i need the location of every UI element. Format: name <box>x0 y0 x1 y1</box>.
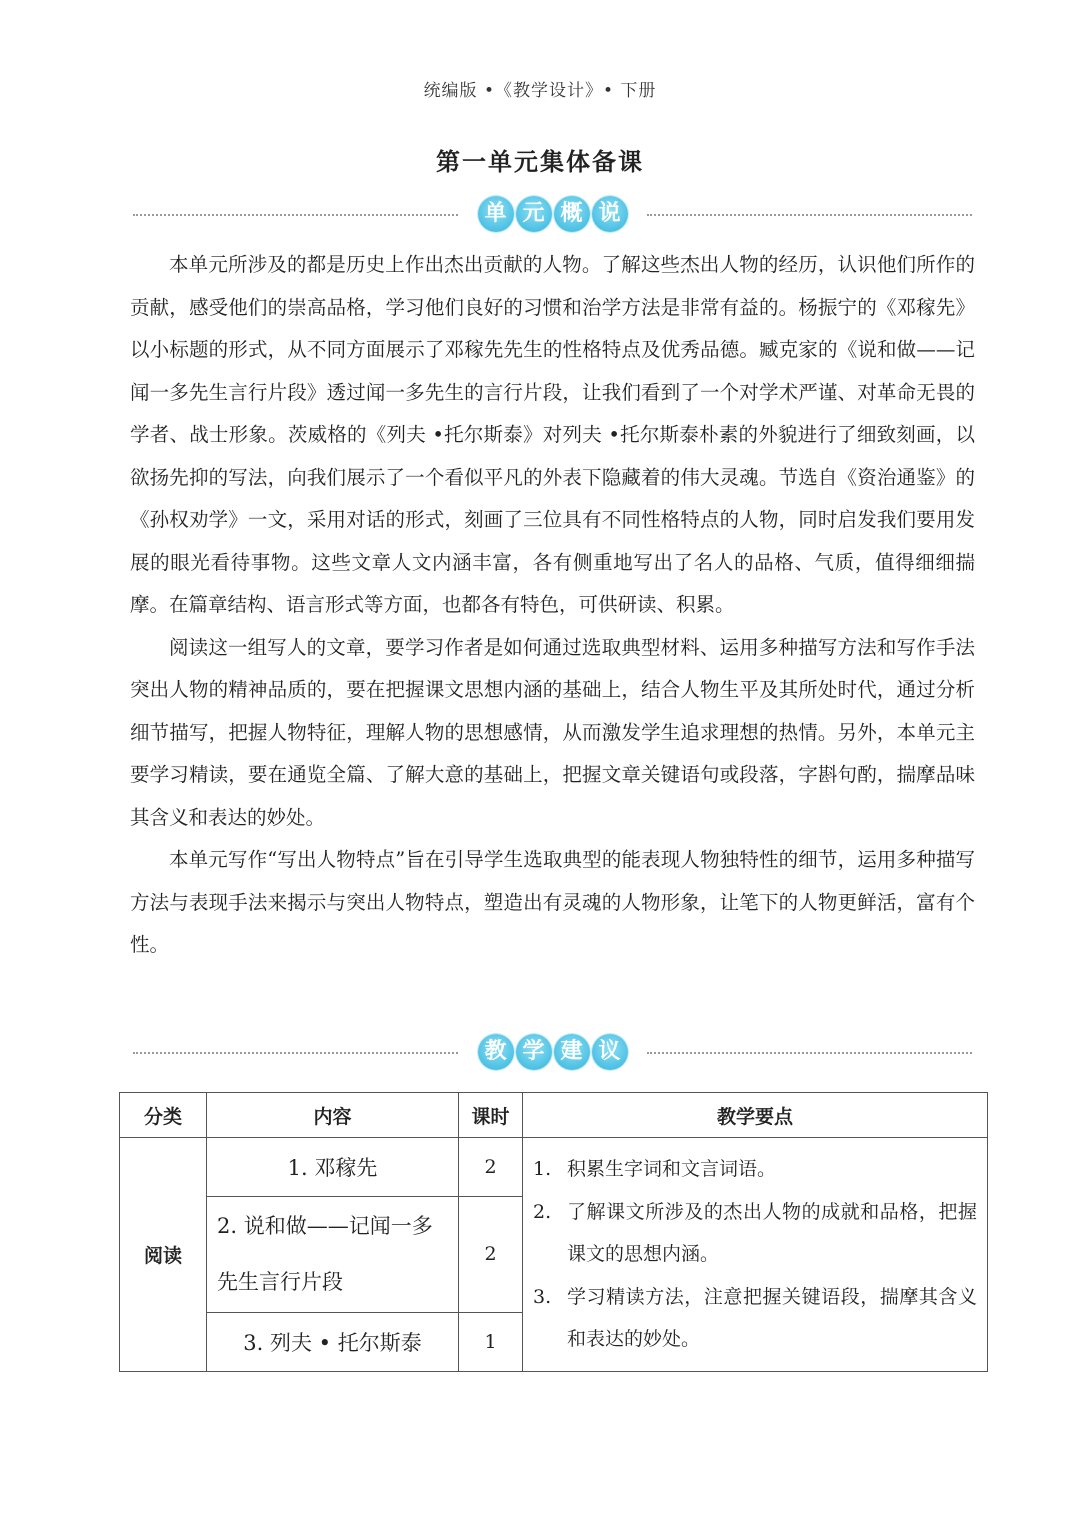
header-content: 内容 <box>207 1093 459 1138</box>
header-hours: 课时 <box>459 1093 523 1138</box>
header-category: 分类 <box>120 1093 207 1138</box>
content-cell: 3. 列夫 • 托尔斯泰 <box>207 1312 459 1371</box>
section-badges <box>475 1031 630 1075</box>
badge-char: 建 <box>554 1034 590 1070</box>
badge-char: 说 <box>592 196 628 232</box>
dotted-divider <box>133 214 458 216</box>
point-number: 3. <box>533 1285 552 1308</box>
badge-char: 议 <box>592 1034 628 1070</box>
point-text: 学习精读方法，注意把握关键语段，揣摩其含义和表达的妙处。 <box>567 1285 977 1350</box>
point-number: 2. <box>533 1200 552 1223</box>
header-points: 教学要点 <box>523 1093 988 1138</box>
dotted-divider <box>647 214 972 216</box>
badge-char: 单 <box>478 196 514 232</box>
point-number: 1. <box>533 1158 552 1180</box>
table-header-row <box>120 1093 988 1138</box>
section-heading-unit-overview <box>130 193 975 237</box>
table-row <box>120 1138 988 1197</box>
point-text: 积累生字词和文言词语。 <box>567 1158 777 1180</box>
dotted-divider <box>133 1052 458 1054</box>
running-header: 统编版 •《教学设计》• 下册 <box>423 81 657 101</box>
category-cell: 阅读 <box>120 1138 207 1372</box>
list-item <box>533 1148 977 1191</box>
point-text: 了解课文所涉及的杰出人物的成就和品格，把握课文的思想内涵。 <box>567 1200 977 1265</box>
paragraph: 阅读这一组写人的文章，要学习作者是如何通过选取典型材料、运用多种描写方法和写作手法突出人物的精神品质的，要在把握课文思想内涵的基础上，结合人物生平及其所处时代，通过分析细节描写，把握人物特征，理解人物的思想感情，从而激发学生追求理想的热情。另外，本单元主要学习精读，要在通览全篇、了解大意的基础上，把握文章关键语句或段落，字斟句酌，揣摩品味其含义和表达的妙处。 <box>130 635 975 829</box>
hours-cell: 1 <box>459 1312 523 1371</box>
overview-text <box>130 244 975 967</box>
list-item <box>533 1191 977 1276</box>
section-badges <box>475 193 630 237</box>
section-heading-teaching-suggestions <box>130 1031 975 1075</box>
badge-char: 概 <box>554 196 590 232</box>
hours-cell: 2 <box>459 1138 523 1197</box>
paragraph: 本单元写作“写出人物特点”旨在引导学生选取典型的能表现人物独特性的细节，运用多种描写方法与表现手法来揭示与突出人物特点，塑造出有灵魂的人物形象，让笔下的人物更鲜活，富有个性。 <box>130 848 975 956</box>
badge-char: 元 <box>516 196 552 232</box>
paragraph: 本单元所涉及的都是历史上作出杰出贡献的人物。了解这些杰出人物的经历，认识他们所作的贡献，感受他们的崇高品格，学习他们良好的习惯和治学方法是非常有益的。杨振宁的《邓稼先》以小标题的形式，从不同方面展示了邓稼先先生的性格特点及优秀品德。臧克家的《说和做——记闻一多先生言行片段》透过闻一多先生的言行片段，让我们看到了一个对学术严谨、对革命无畏的学者、战士形象。茨威格的《列夫 •托尔斯泰》对列夫 •托尔斯泰朴素的外貌进行了细致刻画，以欲扬先抑的写法，向我们展示了一个看似平凡的外表下隐藏着的伟大灵魂。节选自《资治通鉴》的《孙权劝学》一文，采用对话的形式，刻画了三位具有不同性格特点的人物，同时启发我们要用发展的眼光看待事物。这些文章人文内涵丰富，各有侧重地写出了名人的品格、气质，值得细细揣摩。在篇章结构、语言形式等方面，也都各有特色，可供研读、积累。 <box>130 253 975 616</box>
content-cell: 1. 邓稼先 <box>207 1138 459 1197</box>
page-title: 第一单元集体备课 <box>436 147 644 176</box>
points-list <box>523 1138 987 1371</box>
points-cell <box>523 1138 988 1372</box>
badge-char: 学 <box>516 1034 552 1070</box>
list-item <box>533 1276 977 1361</box>
teaching-plan-table <box>119 1092 988 1372</box>
badge-char: 教 <box>478 1034 514 1070</box>
dotted-divider <box>647 1052 972 1054</box>
hours-cell: 2 <box>459 1196 523 1312</box>
content-cell: 2. 说和做——记闻一多先生言行片段 <box>207 1196 459 1312</box>
